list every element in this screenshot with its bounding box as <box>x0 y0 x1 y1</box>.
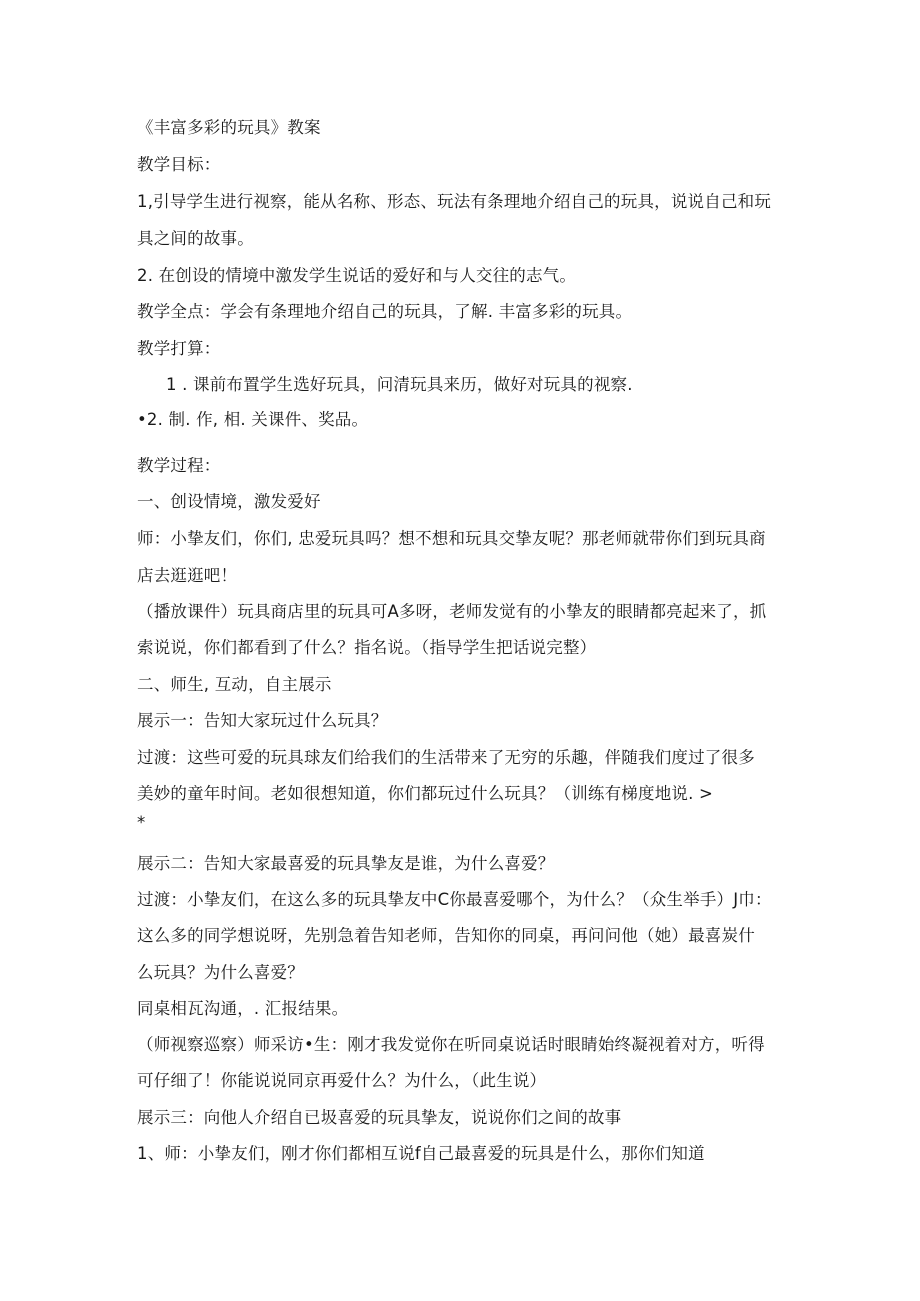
text-line: 1、师：小挚友们，刚才你们都相互说f自己最喜爱的玩具是什么，那你们知道 <box>137 1144 705 1163</box>
text-line: 展示二：告知大家最喜爱的玩具挚友是谁，为什么喜爱？ <box>137 854 555 873</box>
lesson-title: 《丰富多彩的玩具》教案 <box>137 118 321 137</box>
text-line: 么玩具？为什么喜爱？ <box>137 963 304 982</box>
text-line: 2. 在创设的情境中激发学生说话的爱好和与人交往的志气。 <box>137 266 577 285</box>
text-line: 同桌相瓦沟通，. 汇报结果。 <box>137 999 349 1018</box>
text-line: 店去逛逛吧！ <box>137 566 238 585</box>
section-heading-preparation: 教学打算： <box>137 339 221 358</box>
section-heading-objectives: 教学目标： <box>137 155 221 174</box>
text-line: 这么多的同学想说呀，先别急着告知老师，告知你的同桌，再问问他（她）最喜炭什 <box>137 926 755 945</box>
section-heading-process: 教学过程： <box>137 456 221 475</box>
text-line: 1,引导学生进行视察，能从名称、形态、玩法有条理地介绍自己的玩具，说说自己和玩 <box>137 192 772 211</box>
text-line: 师：小挚友们，你们, 忠爱玩具吗？想不想和玩具交挚友呢？那老师就带你们到玩具商 <box>137 529 766 548</box>
text-line: * <box>137 813 146 832</box>
text-line: 教学全点：学会有条理地介绍自己的玩具，了解. 丰富多彩的玩具。 <box>137 302 633 321</box>
text-line: 过渡：这些可爱的玩具球友们给我们的生活带来了无穷的乐趣，伴随我们度过了很多 <box>137 748 755 767</box>
text-line: 展示三：向他人介绍自已圾喜爱的玩具挚友，说说你们之间的故事 <box>137 1108 622 1127</box>
text-line: 索说说，你们都看到了什么？指名说。（指导学生把话说完整） <box>137 638 597 657</box>
text-line: 具之间的故事。 <box>137 229 254 248</box>
text-line: 1 . 课前布置学生选好玩具，问清玩具来历，做好对玩具的视察. <box>166 375 633 394</box>
text-line: 过渡：小挚友们，在这么多的玩具挚友中C你最喜爱哪个，为什么？（众生举手）J巾： <box>137 890 772 909</box>
text-line: 可仔细了！你能说说同京再爱什么？为什么，（此生说） <box>137 1071 547 1090</box>
subsection-heading: 一、创设情境，激发爱好 <box>137 492 321 511</box>
subsection-heading: 二、师生, 互动，自主展示 <box>137 675 332 694</box>
text-line: （师视察巡察）师采访•生：刚才我发觉你在听同桌说话时眼睛始终凝视着对方，听得 <box>137 1035 765 1054</box>
text-line: 美妙的童年时间。老如很想知道，你们都玩过什么玩具？（训练有梯度地说. > <box>137 784 714 803</box>
text-line: •2. 制. 作, 相. 关课件、奖品。 <box>137 410 369 429</box>
text-line: （播放课件）玩具商店里的玩具可A多呀，老师发觉有的小挚友的眼睛都亮起来了，抓 <box>137 602 767 621</box>
text-line: 展示一：告知大家玩过什么玩具？ <box>137 711 388 730</box>
